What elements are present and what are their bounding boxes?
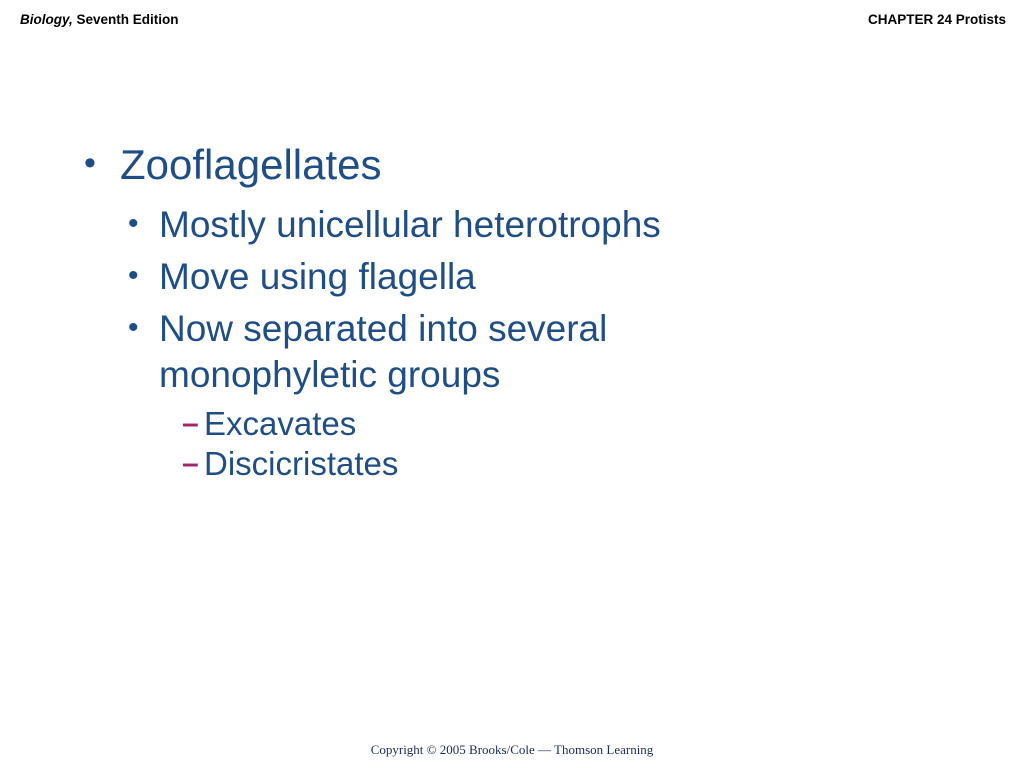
- bullet-text: Move using flagella: [159, 256, 476, 297]
- bullet-item-level2: [128, 306, 1024, 398]
- slide-body: [0, 140, 1024, 484]
- bullet-text: Discicristates: [204, 445, 399, 482]
- bullet-text: Now separated into several monophyletic groups: [159, 308, 608, 395]
- bullet-marker-icon: •: [84, 144, 96, 182]
- bullet-text: Excavates: [204, 405, 357, 442]
- slide-header: [0, 12, 1024, 36]
- bullet-marker-icon: •: [128, 259, 139, 292]
- dash-marker-icon: –: [182, 447, 199, 480]
- bullet-item-level2: [128, 254, 1024, 300]
- header-chapter-label: CHAPTER 24 Protists: [867, 12, 1006, 27]
- bullet-item-level3: [182, 404, 1024, 444]
- bullet-text: Mostly unicellular heterotrophs: [159, 204, 661, 245]
- header-book-edition: Seventh Edition: [76, 12, 179, 27]
- header-book-reference: [20, 12, 179, 27]
- bullet-marker-icon: •: [128, 207, 139, 240]
- slide-footer-copyright: Copyright © 2005 Brooks/Cole — Thomson Learning: [370, 742, 654, 757]
- dash-marker-icon: –: [182, 407, 199, 440]
- bullet-marker-icon: •: [128, 311, 139, 344]
- bullet-item-level1: [84, 140, 1024, 190]
- bullet-item-level2: [128, 202, 1024, 248]
- bullet-text: Zooflagellates: [120, 141, 382, 188]
- bullet-item-level3: [182, 444, 1024, 484]
- header-book-title: Biology,: [20, 12, 73, 27]
